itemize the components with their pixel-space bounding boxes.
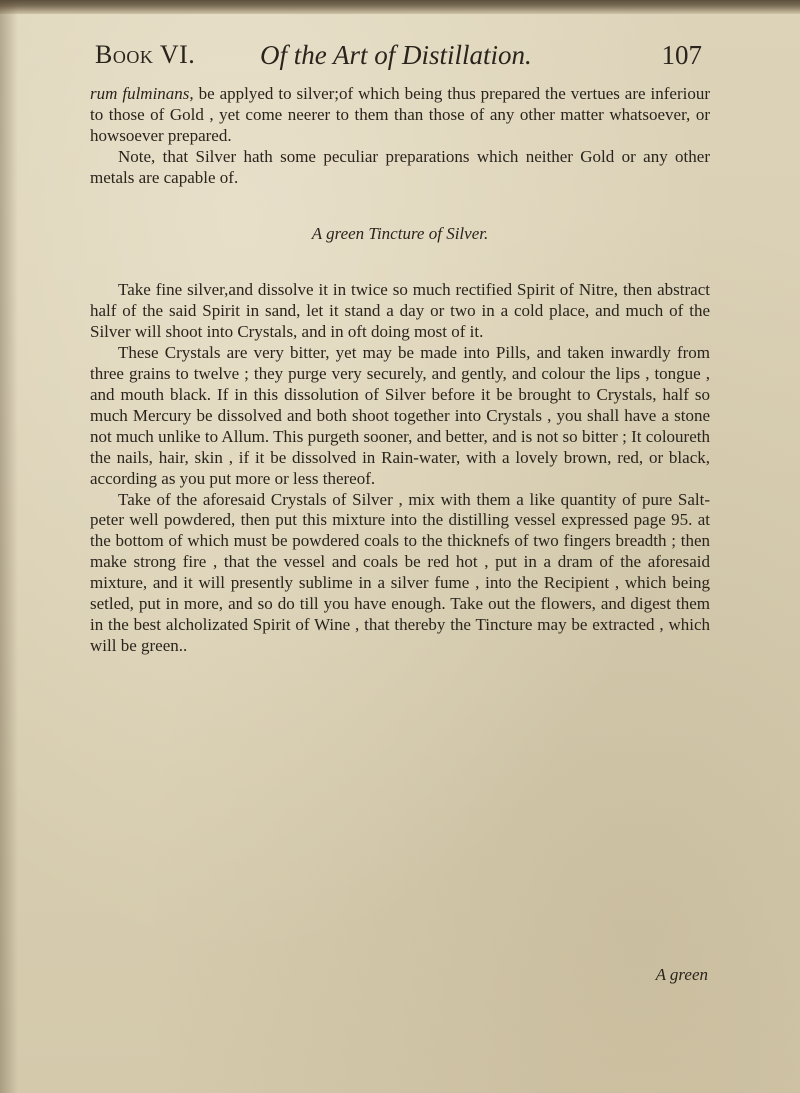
gutter-shadow (0, 0, 18, 1093)
paragraph: Take fine silver,and dissolve it in twice so much rectified Spirit of Nitre, then abstract half of the said Spirit in sand, let it stand a day or two in a cold place, and much of the Silver will shoot into Crystals, and in oft doing most of it. (90, 280, 710, 342)
paragraph-italic-lead: rum fulminans, (90, 84, 194, 103)
paragraph: Take of the aforesaid Crystals of Silver , mix with them a like quantity of pure Salt-peter well powdered, then put this mixture into the distilling vessel expressed page 95. at the bottom of which must be powdered coals to the thicknefs of two fingers breadth ; then make strong fire , that the vessel and coals be red hot , put in a dram of the aforesaid mixture, and it will presently sublime in a silver fume , into the Recipient , which being setled, put in more, and so do till you have enough. Take out the flowers, and digest them in the best alcholizated Spirit of Wine , that thereby the Tincture may be extracted , which will be green.. (90, 489, 710, 655)
book-label: Book VI. (95, 40, 196, 69)
paragraph: These Crystals are very bitter, yet may be made into Pills, and taken inwardly from three grains to twelve ; they purge very securely, and gently, and colour the lips , tongue , and mouth black. If in this dissolution of Silver before it be brought to Crystals, half so much Mercury be dissolved and both shoot together into Crystals , you shall have a stone not much unlike to Allum. This purgeth sooner, and better, and is not so bitter ; It coloureth the nails, hair, skin , if it be dissolved in Rain-water, with a lovely brown, red, or black, according as you put more or less thereof. (90, 343, 710, 488)
running-title: Of the Art of Distillation. (260, 40, 532, 70)
paragraph: Note, that Silver hath some peculiar preparations which neither Gold or any other metals are capable of. (90, 146, 710, 187)
page-body (90, 84, 710, 657)
section-heading: A green Tincture of Silver. (311, 223, 489, 243)
page-top-edge (0, 0, 800, 14)
catchword: A green (655, 965, 708, 984)
paragraph (90, 84, 710, 147)
page-number: 107 (661, 40, 702, 70)
running-header (95, 40, 710, 76)
paragraph-text: be applyed to silver;of which being thus prepared the vertues are inferiour to those of Gold , yet come neerer to them than those of any other matter whatsoever, or howsoever prepared. (90, 84, 710, 145)
